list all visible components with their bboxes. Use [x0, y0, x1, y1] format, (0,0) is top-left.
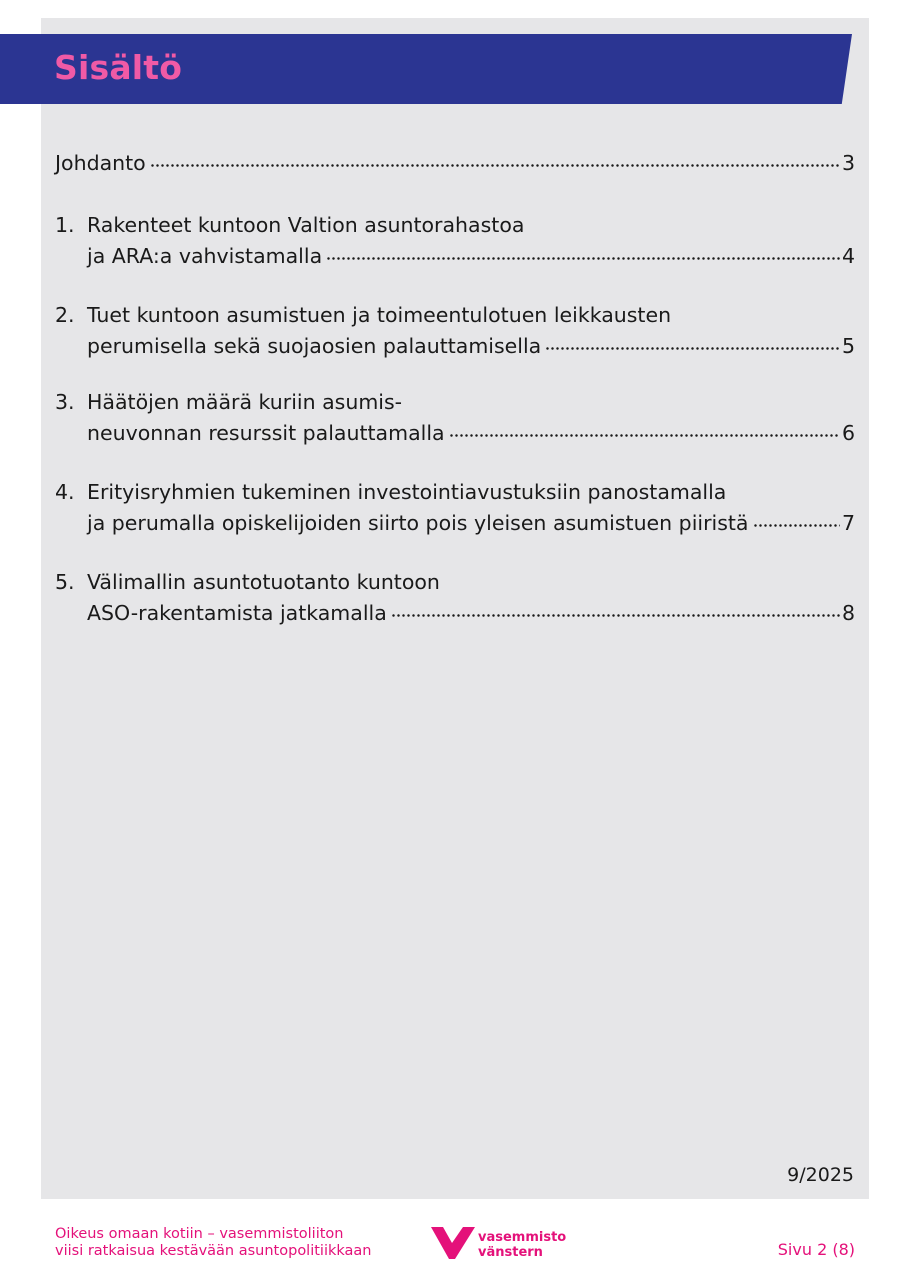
- toc-page-number: 4: [841, 244, 855, 268]
- toc-entry-johdanto[interactable]: [55, 145, 855, 176]
- toc-page-number: 3: [841, 151, 855, 175]
- toc-page-number: 6: [841, 421, 855, 445]
- toc-entry-number: 3.: [55, 390, 75, 414]
- toc-entry-text-continued: ASO-rakentamista jatkamalla: [87, 601, 387, 625]
- toc-page-number: 5: [841, 334, 855, 358]
- logo-text-line-2: vänstern: [478, 1245, 543, 1260]
- dot-leader: [326, 238, 840, 263]
- logo-v-icon: [431, 1225, 475, 1261]
- toc-entry-number: 4.: [55, 480, 75, 504]
- toc-entry-3[interactable]: [55, 390, 855, 446]
- footer-title-line-1: Oikeus omaan kotiin – vasemmistoliiton: [55, 1226, 344, 1242]
- footer-title-line-2: viisi ratkaisua kestävään asuntopolitiikkaan: [55, 1243, 372, 1259]
- dot-leader: [449, 415, 840, 440]
- toc-entry-text: Johdanto: [55, 151, 146, 175]
- dot-leader: [150, 145, 840, 170]
- toc-entry-text-continued: neuvonnan resurssit palauttamalla: [87, 421, 445, 445]
- toc-entry-number: 1.: [55, 213, 75, 237]
- toc-entry-text-continued: ja perumalla opiskelijoiden siirto pois yleisen asumistuen piiristä: [87, 511, 749, 535]
- page-indicator: Sivu 2 (8): [777, 1240, 855, 1259]
- logo-text-line-1: vasemmisto: [478, 1230, 567, 1245]
- toc-entry-text-continued: perumisella sekä suojaosien palauttamisella: [87, 334, 542, 358]
- publication-date: 9/2025: [787, 1164, 854, 1186]
- toc-entry-number: 2.: [55, 303, 75, 327]
- toc-page-number: 8: [841, 601, 855, 625]
- logo-wordmark: [478, 1230, 566, 1260]
- toc-page-number: 7: [841, 511, 855, 535]
- toc-entry-4[interactable]: [55, 480, 855, 536]
- page-title: Sisältö: [54, 48, 183, 87]
- toc-entry-2[interactable]: [55, 303, 855, 359]
- toc-entry-text-continued: ja ARA:a vahvistamalla: [87, 244, 323, 268]
- toc-entry-1[interactable]: [55, 213, 855, 269]
- toc-entry-text: Erityisryhmien tukeminen investointiavustuksiin panostamalla: [87, 480, 727, 504]
- toc-entry-text: Häätöjen määrä kuriin asumis-: [87, 390, 403, 414]
- toc-entry-text: Rakenteet kuntoon Valtion asuntorahastoa: [87, 213, 525, 237]
- toc-entry-text: Tuet kuntoon asumistuen ja toimeentulotuen leikkausten: [87, 303, 672, 327]
- dot-leader: [391, 595, 840, 620]
- toc-entry-number: 5.: [55, 570, 75, 594]
- toc-entry-5[interactable]: [55, 570, 855, 626]
- vasemmisto-logo: [431, 1225, 571, 1265]
- dot-leader: [545, 328, 840, 353]
- dot-leader: [753, 505, 840, 530]
- toc-entry-text: Välimallin asuntotuotanto kuntoon: [87, 570, 440, 594]
- footer-document-title: [55, 1226, 415, 1260]
